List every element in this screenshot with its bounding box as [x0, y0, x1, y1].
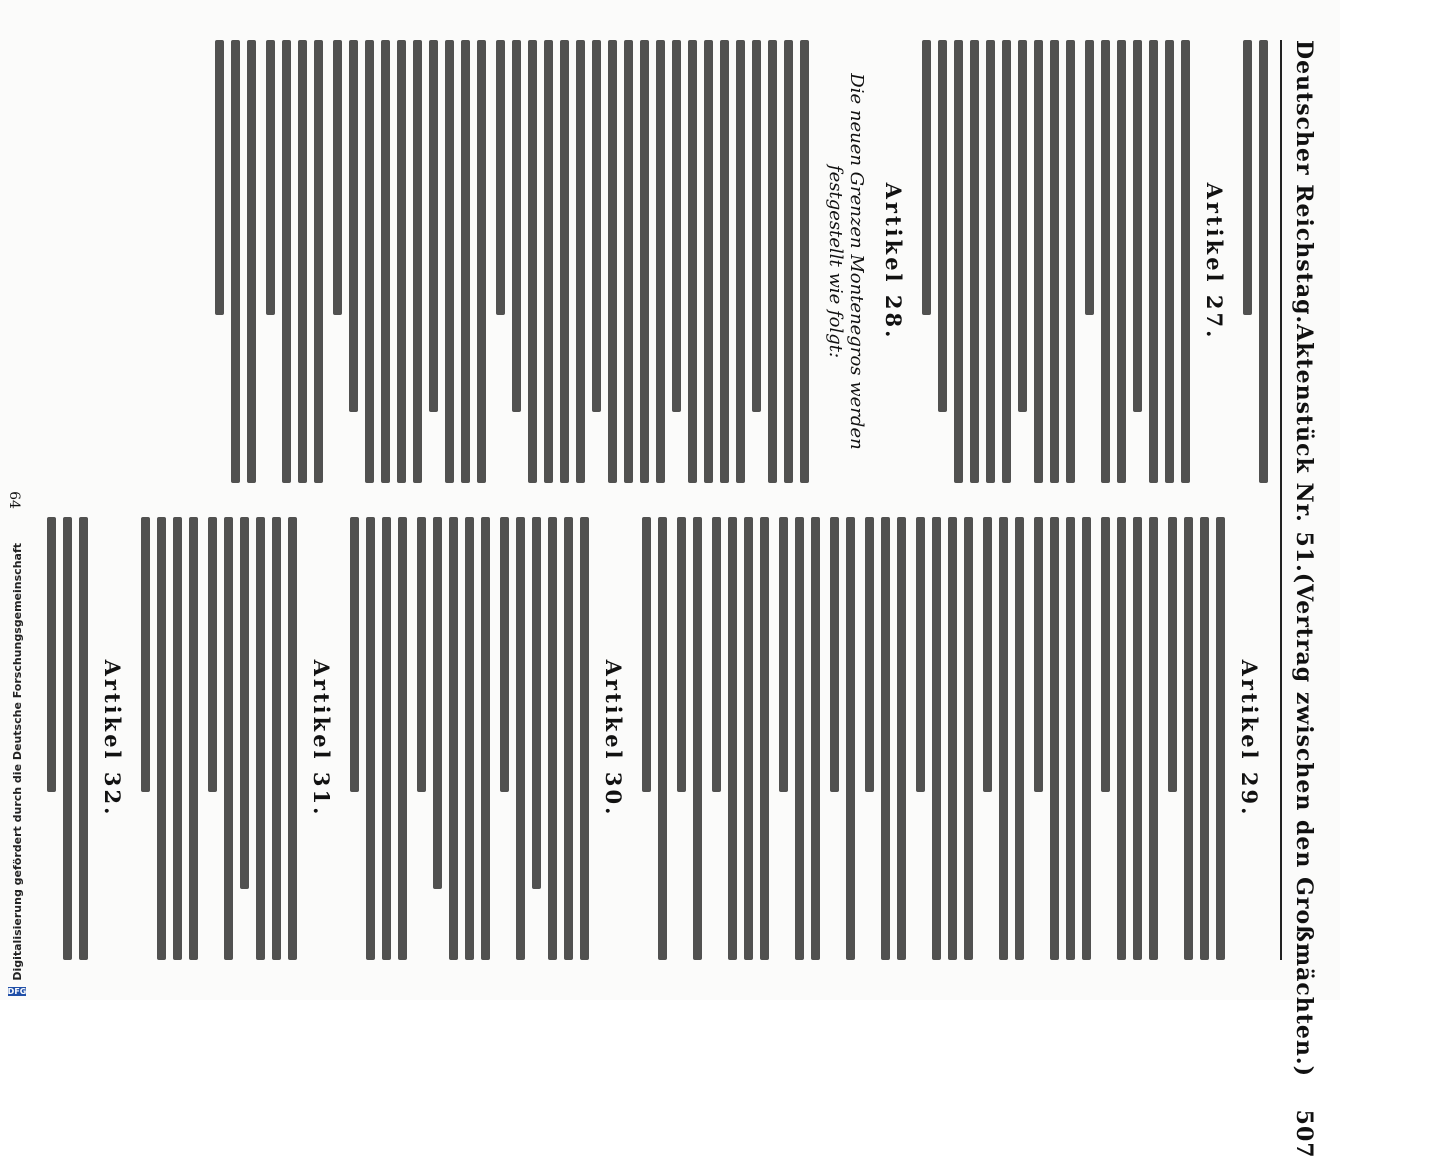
text-line: [881, 517, 890, 960]
text-line: [398, 517, 407, 960]
text-line: [528, 40, 537, 483]
text-line: [983, 517, 992, 792]
text-line: [922, 40, 931, 315]
text-line: [672, 40, 681, 412]
paragraph: [779, 517, 820, 960]
text-line: [932, 517, 941, 960]
text-line: [1018, 40, 1027, 412]
text-line: [948, 517, 957, 960]
text-line: [314, 40, 323, 483]
paragraph: [677, 517, 702, 960]
text-line: [720, 40, 729, 483]
text-line: [712, 517, 721, 792]
text-line: [970, 40, 979, 483]
text-line: [1133, 517, 1142, 960]
text-line: [157, 517, 166, 960]
text-line: [897, 517, 906, 960]
text-line: [333, 40, 342, 315]
text-line: [580, 517, 589, 960]
text-line: [1216, 517, 1225, 960]
text-line: [1184, 517, 1193, 960]
text-line: [795, 517, 804, 960]
text-line: [215, 40, 224, 315]
text-line: [477, 40, 486, 483]
text-line: [349, 40, 358, 412]
paragraph: [141, 517, 198, 960]
paragraph: [350, 517, 407, 960]
text-line: [688, 40, 697, 483]
text-line: [224, 517, 233, 960]
text-line: [640, 40, 649, 483]
treaty-label: (Vertrag zwischen den Großmächten.): [1291, 572, 1317, 1077]
text-line: [481, 517, 490, 960]
article-subheading: Die neuen Grenzen Montenegros werden festgestellt wie folgt:: [825, 73, 867, 450]
text-line: [1101, 517, 1110, 792]
text-line: [288, 517, 297, 960]
text-line: [1066, 40, 1075, 483]
text-line: [1200, 517, 1209, 960]
dfg-credit-text: Digitalisierung gefördert durch die Deutsche Forschungsgemeinschaft: [10, 543, 24, 981]
paragraph: [865, 517, 906, 960]
text-line: [744, 517, 753, 960]
article-heading: Artikel 31.: [309, 659, 334, 818]
dfg-credit: [4, 543, 30, 996]
text-line: [189, 517, 198, 960]
text-line: [760, 517, 769, 960]
left-column: [30, 40, 1268, 483]
paragraph: [500, 517, 589, 960]
text-line: [986, 40, 995, 483]
text-line: [247, 40, 256, 483]
text-line: [500, 517, 509, 792]
text-line: [865, 517, 874, 792]
footer-mark: 64: [6, 491, 22, 509]
text-line: [1034, 517, 1043, 792]
text-line: [433, 517, 442, 889]
paragraph: [1168, 517, 1225, 960]
text-line: [141, 517, 150, 792]
text-line: [1117, 517, 1126, 960]
text-line: [768, 40, 777, 483]
text-line: [916, 517, 925, 792]
paragraph: [266, 40, 323, 483]
paragraph: [712, 517, 769, 960]
text-line: [592, 40, 601, 412]
text-line: [449, 517, 458, 960]
paragraph: [830, 517, 855, 960]
text-line: [693, 517, 702, 960]
paragraph: [1243, 40, 1268, 483]
paragraph: [215, 40, 256, 483]
text-line: [397, 40, 406, 483]
article-heading: Artikel 32.: [100, 659, 125, 818]
paragraph: [208, 517, 297, 960]
dfg-logo: DFG: [7, 987, 27, 996]
paragraph: [1085, 40, 1190, 483]
page-number: 507: [1291, 1109, 1317, 1159]
text-line: [366, 517, 375, 960]
paragraph: [47, 517, 88, 960]
text-line: [1181, 40, 1190, 483]
text-columns: [30, 40, 1268, 960]
text-line: [1050, 517, 1059, 960]
text-line: [677, 517, 686, 792]
text-line: [465, 517, 474, 960]
text-line: [656, 40, 665, 483]
text-line: [173, 517, 182, 960]
text-line: [564, 517, 573, 960]
paragraph: [1034, 517, 1091, 960]
publication-title: Deutscher Reichstag.: [1291, 40, 1317, 325]
text-line: [496, 40, 505, 315]
paragraph: [983, 517, 1024, 960]
text-line: [350, 517, 359, 792]
text-line: [381, 40, 390, 483]
text-line: [779, 517, 788, 792]
text-line: [576, 40, 585, 483]
text-line: [429, 40, 438, 412]
paragraph: [1101, 517, 1158, 960]
text-line: [736, 40, 745, 483]
text-line: [1066, 517, 1075, 960]
paragraph: [916, 517, 973, 960]
text-line: [1149, 40, 1158, 483]
text-line: [445, 40, 454, 483]
text-line: [624, 40, 633, 483]
text-line: [1165, 40, 1174, 483]
paragraph: [922, 40, 1075, 483]
text-line: [1259, 40, 1268, 483]
text-line: [365, 40, 374, 483]
right-column: [30, 517, 1268, 960]
text-line: [272, 517, 281, 960]
text-line: [1149, 517, 1158, 960]
text-line: [1117, 40, 1126, 483]
text-line: [1168, 517, 1177, 792]
text-line: [658, 517, 667, 960]
text-line: [298, 40, 307, 483]
text-line: [811, 517, 820, 960]
article-heading: Artikel 29.: [1237, 659, 1262, 818]
text-line: [1133, 40, 1142, 412]
text-line: [784, 40, 793, 483]
text-line: [63, 517, 72, 960]
text-line: [382, 517, 391, 960]
article-heading: Artikel 28.: [881, 182, 906, 341]
text-line: [79, 517, 88, 960]
text-line: [830, 517, 839, 792]
text-line: [728, 517, 737, 960]
text-line: [516, 517, 525, 960]
text-line: [1034, 40, 1043, 483]
paragraph: [417, 517, 490, 960]
text-line: [1015, 517, 1024, 960]
text-line: [413, 40, 422, 483]
text-line: [266, 40, 275, 315]
text-line: [999, 517, 1008, 960]
text-line: [532, 517, 541, 889]
text-line: [417, 517, 426, 792]
running-head: [1280, 40, 1326, 1159]
text-line: [47, 517, 56, 792]
text-line: [208, 517, 217, 792]
text-line: [846, 517, 855, 960]
text-line: [1243, 40, 1252, 315]
paragraph: [642, 517, 667, 960]
text-line: [752, 40, 761, 412]
paragraph: [333, 40, 486, 483]
article-heading: Artikel 30.: [601, 659, 626, 818]
text-line: [461, 40, 470, 483]
text-line: [954, 40, 963, 483]
text-line: [1050, 40, 1059, 483]
text-line: [548, 517, 557, 960]
text-line: [560, 40, 569, 483]
text-line: [544, 40, 553, 483]
text-line: [642, 517, 651, 792]
text-line: [964, 517, 973, 960]
page-heading-and-number: [1291, 573, 1317, 1159]
text-line: [704, 40, 713, 483]
text-line: [800, 40, 809, 483]
text-line: [512, 40, 521, 412]
text-line: [1101, 40, 1110, 483]
text-line: [1002, 40, 1011, 483]
article-heading: Artikel 27.: [1202, 182, 1227, 341]
text-line: [231, 40, 240, 483]
text-line: [1085, 40, 1094, 315]
text-line: [1082, 517, 1091, 960]
text-line: [608, 40, 617, 483]
document-number: Aktenstück Nr. 51.: [1291, 324, 1317, 573]
text-line: [240, 517, 249, 889]
text-line: [256, 517, 265, 960]
text-line: [282, 40, 291, 483]
paragraph: [496, 40, 809, 483]
text-line: [938, 40, 947, 412]
